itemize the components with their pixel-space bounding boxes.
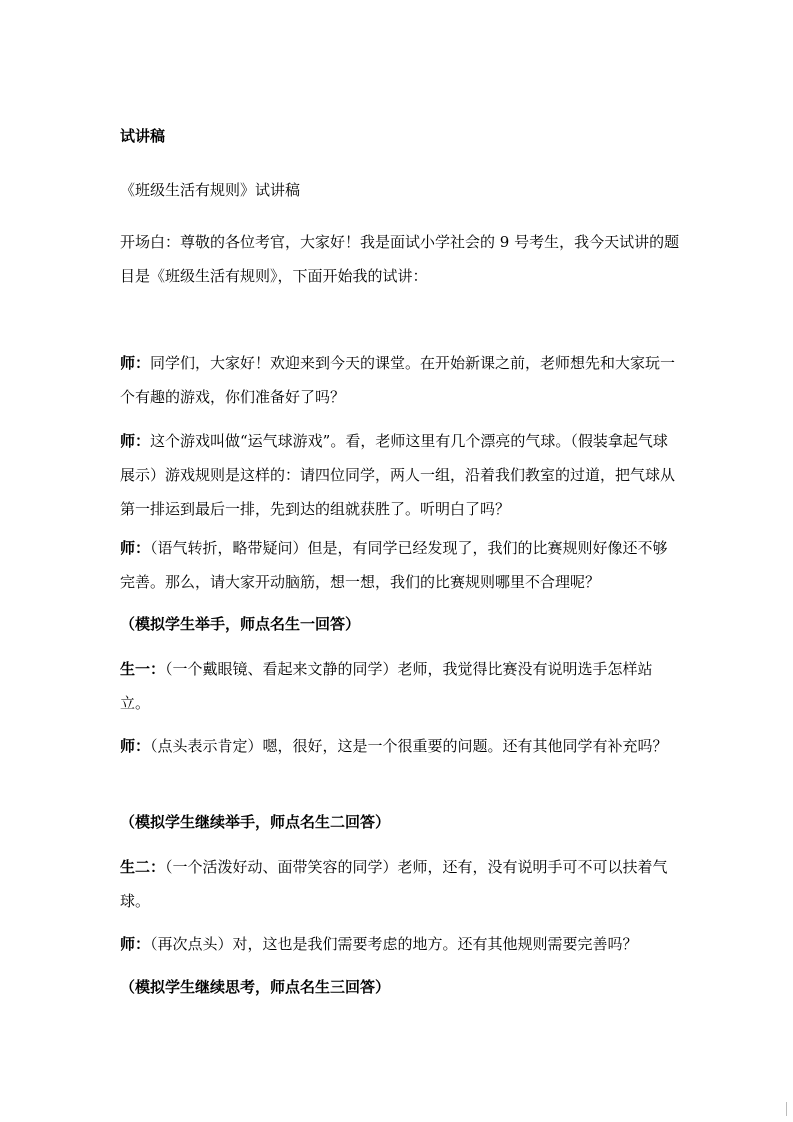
dialogue-paragraph xyxy=(120,729,680,763)
speaker-label: 生一： xyxy=(120,660,166,678)
dialogue-paragraph xyxy=(120,927,680,961)
document-title: 试讲稿 xyxy=(120,127,166,145)
dialogue-paragraph xyxy=(120,652,680,720)
stage-direction: （模拟学生继续举手，师点名生二回答） xyxy=(120,813,391,831)
dialogue-paragraph xyxy=(120,424,680,526)
dialogue-text: 同学们，大家好！欢迎来到今天的课堂。在开始新课之前，老师想先和大家玩一个有趣的游戏，你们准备好了吗？ xyxy=(120,354,676,406)
speaker-label: 师： xyxy=(120,539,151,557)
dialogue-paragraph xyxy=(120,850,680,918)
lesson-subtitle: 《班级生活有规则》试讲稿 xyxy=(120,181,301,199)
dialogue-paragraph xyxy=(120,531,680,599)
dialogue-text: （点头表示肯定）嗯，很好，这是一个很重要的问题。还有其他同学有补充吗？ xyxy=(150,737,668,755)
speaker-label: 师： xyxy=(120,935,151,953)
page-edge-mark xyxy=(786,1102,787,1116)
speaker-label: 师： xyxy=(120,354,151,372)
dialogue-text: （再次点头）对，这也是我们需要考虑的地方。还有其他规则需要完善吗？ xyxy=(150,935,638,953)
dialogue-text: （一个活泼好动、面带笑容的同学）老师，还有，没有说明手可不可以扶着气球。 xyxy=(120,858,668,910)
dialogue-text: （一个戴眼镜、看起来文静的同学）老师，我觉得比赛没有说明选手怎样站立。 xyxy=(120,660,653,712)
dialogue-text: （语气转折，略带疑问）但是，有同学已经发现了，我们的比赛规则好像还不够完善。那么，请大家开动脑筋，想一想，我们的比赛规则哪里不合理呢？ xyxy=(120,539,668,591)
speaker-label: 师： xyxy=(120,737,151,755)
dialogue-text: 这个游戏叫做“运气球游戏”。看，老师这里有几个漂亮的气球。（假装拿起气球展示）游戏规则是这样的：请四位同学，两人一组，沿着我们教室的过道，把气球从第一排运到最后一排，先到达的组就获胜了。听明白了吗？ xyxy=(120,432,676,518)
speaker-label: 师： xyxy=(120,432,151,450)
opening-paragraph: 开场白：尊敬的各位考官，大家好！我是面试小学社会的 9 号考生，我今天试讲的题目是《班级生活有规则》，下面开始我的试讲： xyxy=(120,233,680,285)
stage-direction: （模拟学生举手，师点名生一回答） xyxy=(120,615,361,633)
dialogue-paragraph xyxy=(120,346,680,414)
stage-direction: （模拟学生继续思考，师点名生三回答） xyxy=(120,978,391,996)
speaker-label: 生二： xyxy=(120,858,166,876)
